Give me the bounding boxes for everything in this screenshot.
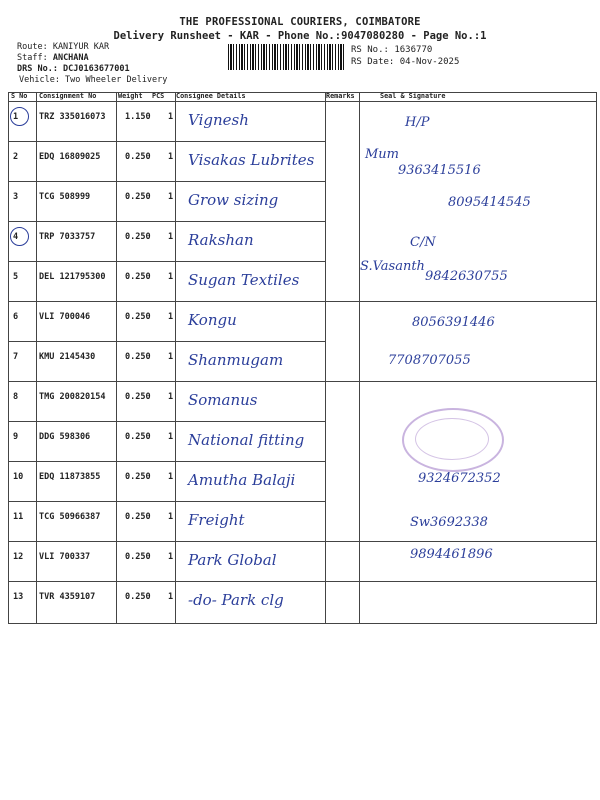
weight-value: 0.250: [125, 592, 151, 602]
weight-value: 0.250: [125, 472, 151, 482]
row-serial-number: 11: [13, 512, 24, 522]
consignment-number: EDQ 16809025: [39, 152, 101, 162]
consignee-handwritten-name: Visakas Lubrites: [188, 151, 315, 169]
consignment-number: VLI 700337: [39, 552, 91, 562]
consignee-handwritten-name: Park Global: [188, 551, 277, 569]
table-row: [8, 301, 597, 341]
circled-serial-mark: [10, 227, 29, 246]
pieces-count: 1: [168, 352, 174, 362]
row-serial-number: 9: [13, 432, 19, 442]
col-remarks: Remarks: [326, 92, 355, 100]
consignee-handwritten-name: Rakshan: [188, 231, 254, 249]
weight-value: 0.250: [125, 352, 151, 362]
consignment-number: TCG 508999: [39, 192, 91, 202]
weight-value: 0.250: [125, 512, 151, 522]
pieces-count: 1: [168, 512, 174, 522]
consignee-handwritten-name: Sugan Textiles: [188, 271, 300, 289]
consignment-number: TVR 4359107: [39, 592, 96, 602]
consignment-number: DDG 598306: [39, 432, 91, 442]
consignee-handwritten-name: Vignesh: [188, 111, 249, 129]
signature-phone: 9363415516: [398, 163, 481, 178]
row-serial-number: 10: [13, 472, 24, 482]
col-weight: Weight: [118, 92, 143, 100]
signature-phone: 8056391446: [412, 315, 495, 330]
signature-phone: 9842630755: [425, 269, 508, 284]
col-consignment: Consignment No: [39, 92, 97, 100]
row-serial-number: 6: [13, 312, 19, 322]
weight-value: 0.250: [125, 392, 151, 402]
consignment-number: TMG 200820154: [39, 392, 106, 402]
pieces-count: 1: [168, 112, 174, 122]
pieces-count: 1: [168, 192, 174, 202]
signature-mark: H/P: [405, 115, 430, 130]
pieces-count: 1: [168, 272, 174, 282]
table-row: [8, 581, 597, 621]
table-row: [8, 501, 597, 541]
signature-phone: 9894461896: [410, 547, 493, 562]
pieces-count: 1: [168, 392, 174, 402]
table-row: [8, 181, 597, 221]
pieces-count: 1: [168, 472, 174, 482]
table-row: [8, 141, 597, 181]
consignment-number: EDQ 11873855: [39, 472, 101, 482]
signature-phone: 9324672352: [418, 471, 501, 486]
col-sno: S No: [11, 92, 28, 100]
row-serial-number: 4: [13, 232, 19, 242]
row-serial-number: 5: [13, 272, 19, 282]
consignment-number: TRP 7033757: [39, 232, 96, 242]
consignee-handwritten-name: Shanmugam: [188, 351, 284, 369]
staff-name: ANCHANA: [52, 53, 89, 63]
circled-serial-mark: [10, 107, 29, 126]
consignee-handwritten-name: Somanus: [188, 391, 258, 409]
pieces-count: 1: [168, 592, 174, 602]
drs-number: DRS No.: DCJ0163677001: [17, 64, 130, 74]
rs-number: RS No.: 1636770: [351, 45, 433, 55]
row-serial-number: 2: [13, 152, 19, 162]
table-row: [8, 221, 597, 261]
row-serial-number: 3: [13, 192, 19, 202]
row-serial-number: 13: [13, 592, 24, 602]
consignment-number: DEL 121795300: [39, 272, 106, 282]
col-seal: Seal & Signature: [380, 92, 446, 100]
weight-value: 1.150: [125, 112, 151, 122]
table-row: [8, 461, 597, 501]
consignee-handwritten-name: Amutha Balaji: [188, 471, 296, 489]
weight-value: 0.250: [125, 192, 151, 202]
weight-value: 0.250: [125, 432, 151, 442]
col-consignee: Consignee Details: [176, 92, 246, 100]
pieces-count: 1: [168, 152, 174, 162]
row-serial-number: 1: [13, 112, 19, 122]
consignment-number: KMU 2145430: [39, 352, 96, 362]
row-serial-number: 8: [13, 392, 19, 402]
signature-mark: S.Vasanth: [360, 259, 425, 274]
consignment-number: VLI 700046: [39, 312, 91, 322]
consignment-number: TCG 50966387: [39, 512, 101, 522]
table-row: [8, 381, 597, 421]
weight-value: 0.250: [125, 232, 151, 242]
table-row: [8, 261, 597, 301]
table-row: [8, 541, 597, 581]
runsheet-subtitle: Delivery Runsheet - KAR - Phone No.:9047080280 - Page No.:1: [113, 30, 487, 42]
consignee-handwritten-name: -do- Park clg: [188, 591, 284, 609]
signature-mark: C/N: [410, 235, 436, 250]
route-info: Route: KANIYUR KAR: [17, 42, 110, 52]
company-seal-inner-ring: [415, 418, 489, 460]
signature-phone: Sw3692338: [410, 515, 488, 530]
signature-mark: Mum: [365, 147, 400, 162]
table-row: [8, 341, 597, 381]
row-serial-number: 7: [13, 352, 19, 362]
staff-label: Staff:: [17, 53, 53, 63]
consignee-handwritten-name: Freight: [188, 511, 245, 529]
consignment-number: TRZ 335016073: [39, 112, 106, 122]
signature-phone: 7708707055: [388, 353, 471, 368]
row-serial-number: 12: [13, 552, 24, 562]
table-row: [8, 101, 597, 141]
weight-value: 0.250: [125, 552, 151, 562]
consignee-handwritten-name: Kongu: [188, 311, 237, 329]
staff-info: [17, 54, 89, 63]
rs-date: RS Date: 04-Nov-2025: [351, 57, 460, 67]
consignee-handwritten-name: Grow sizing: [188, 191, 279, 209]
col-pcs: PCS: [152, 92, 165, 100]
pieces-count: 1: [168, 232, 174, 242]
pieces-count: 1: [168, 552, 174, 562]
signature-phone: 8095414545: [448, 195, 531, 210]
weight-value: 0.250: [125, 152, 151, 162]
pieces-count: 1: [168, 432, 174, 442]
pieces-count: 1: [168, 312, 174, 322]
vehicle-info: Vehicle: Two Wheeler Delivery: [19, 75, 168, 85]
weight-value: 0.250: [125, 272, 151, 282]
consignee-handwritten-name: National fitting: [188, 431, 305, 449]
weight-value: 0.250: [125, 312, 151, 322]
company-title: THE PROFESSIONAL COURIERS, COIMBATORE: [179, 16, 421, 28]
barcode: [228, 44, 346, 70]
runsheet-table: [8, 92, 597, 624]
table-row: [8, 421, 597, 461]
